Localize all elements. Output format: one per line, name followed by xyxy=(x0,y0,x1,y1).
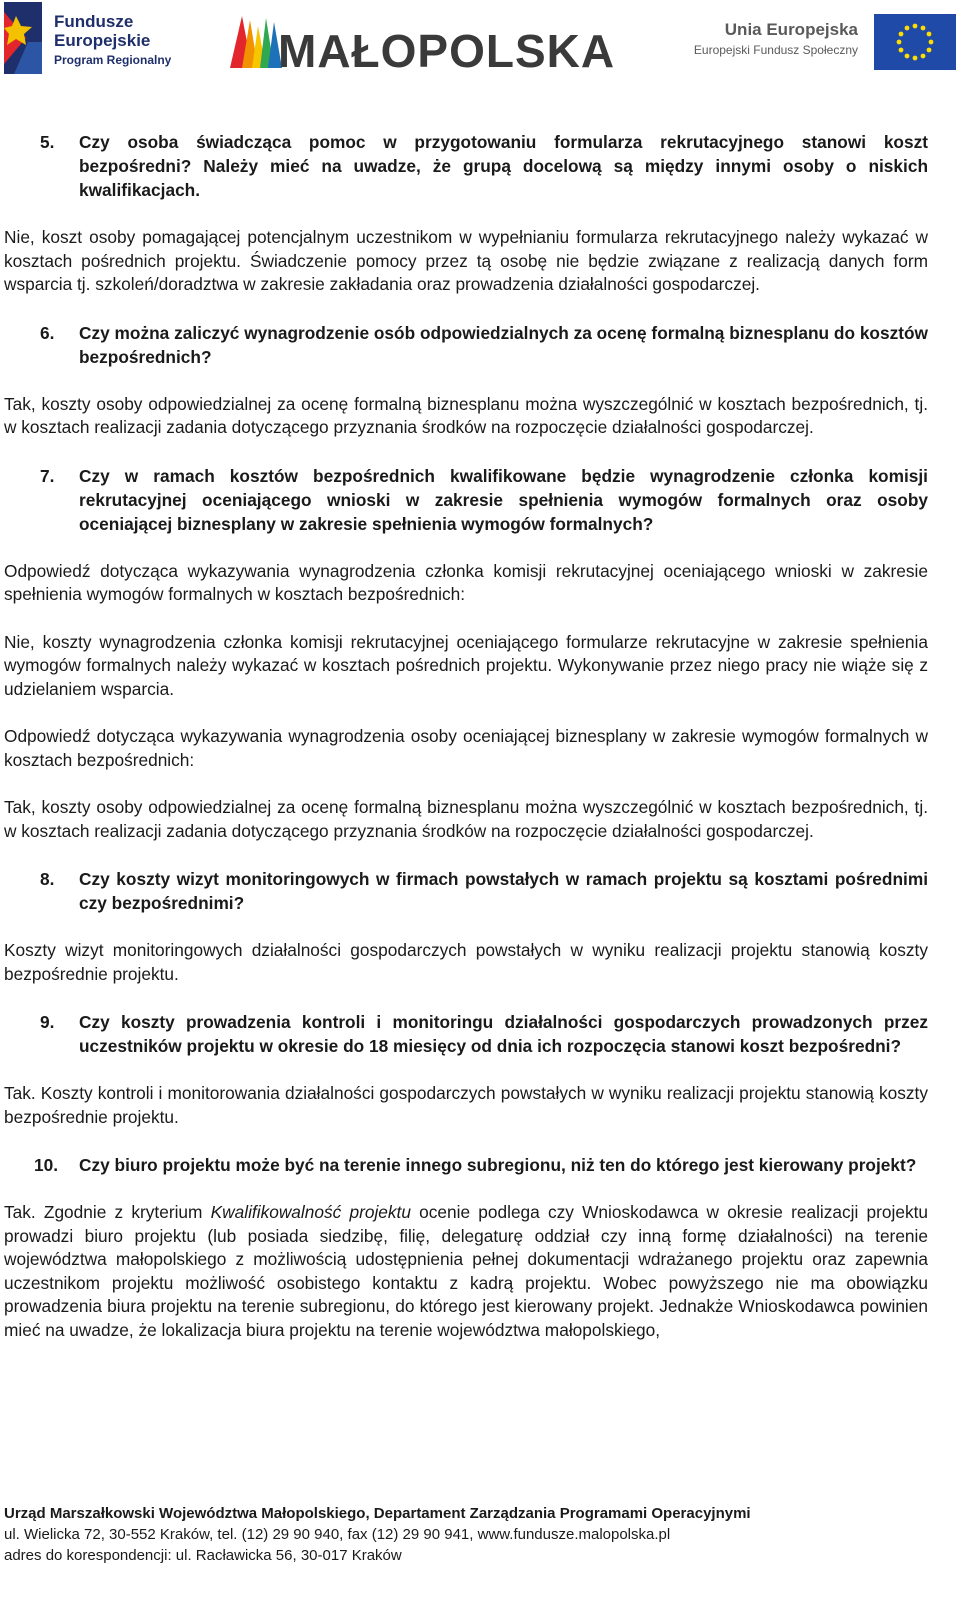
question-number: 9. xyxy=(40,1012,55,1032)
eu-flag-icon xyxy=(874,14,956,70)
question-number: 5. xyxy=(40,132,55,152)
answer-8: Koszty wizyt monitoringowych działalności gospodarczych powstałych w wyniku realizacji projektu stanowią koszty bezpośrednie projektu. xyxy=(4,940,928,984)
answer-7-b: Tak, koszty osoby odpowiedzialnej za ocenę formalną biznesplanu można wyszczególnić w kosztach bezpośrednich, tj. w kosztach realizacji zadania dotyczącego przyznania środków na rozpoczęcie działalności gospodarczej. xyxy=(4,797,928,841)
answer-6: Tak, koszty osoby odpowiedzialnej za ocenę formalną biznesplanu można wyszczególnić w kosztach bezpośrednich, tj. w kosztach realizacji zadania dotyczącego przyznania środków na rozpoczęcie działalności gospodarczej. xyxy=(4,393,928,437)
question-number: 6. xyxy=(40,322,55,343)
question-7 xyxy=(4,464,928,536)
answer-7-intro-b: Odpowiedź dotycząca wykazywania wynagrodzenia osoby oceniającej biznesplany w zakresie wymogów formalnych w kosztach bezpośrednich: xyxy=(4,726,928,770)
document-body xyxy=(4,130,928,1366)
ue-logo-line1: Unia Europejska xyxy=(724,20,858,39)
answer-10-start: Tak. Zgodnie z kryterium xyxy=(4,1202,211,1222)
question-text: Czy koszty prowadzenia kontroli i monitoringu działalności gospodarczych prowadzonych przez uczestników projektu w okresie do 18 miesięcy od dnia ich rozpoczęcia stanowi koszt bezpośredni? xyxy=(79,1012,928,1056)
fe-logo-line1: Fundusze xyxy=(54,12,134,31)
unia-europejska-logo xyxy=(686,14,956,74)
question-8 xyxy=(4,867,928,915)
fundusze-europejskie-logo xyxy=(4,2,174,74)
footer-address: ul. Wielicka 72, 30-552 Kraków, tel. (12) 29 90 940, fax (12) 29 90 941, www.fundusze.malopolska.pl xyxy=(4,1526,671,1543)
page-footer xyxy=(4,1503,934,1566)
question-number: 8. xyxy=(40,869,55,889)
question-number: 10. xyxy=(34,1155,59,1175)
question-text: Czy w ramach kosztów bezpośrednich kwalifikowane będzie wynagrodzenie członka komisji rekrutacyjnej oceniającego wnioski w zakresie spełnienia wymogów formalnych oraz osoby oceniającej biznesplany w zakresie spełnienia wymogów formalnych? xyxy=(79,465,928,534)
criterion-name: Kwalifikowalność projektu xyxy=(210,1202,411,1222)
footer-correspondence: adres do korespondencji: ul. Racławicka 56, 30-017 Kraków xyxy=(4,1547,402,1564)
page-header xyxy=(0,0,960,80)
answer-10-rest: ocenie podlega czy Wnioskodawca w okresie realizacji projektu prowadzi biuro projektu (lub posiada siedzibę, filię, delegaturę oddział czy inną formę działalności) na terenie województwa małopolskiego z możliwością udostępnienia pełnej dokumentacji wdrażanego projektu oraz zapewnia uczestnikom projektu możliwość osobistego kontaktu z kadrą projektu. Wobec powyższego nie ma obowiązku prowadzenia biura projektu na terenie subregionu, do którego jest kierowany projekt. Jednakże Wnioskodawca powinien mieć na uwadze, że lokalizacja biura projektu na terenie województwa małopolskiego, xyxy=(4,1202,929,1340)
question-5 xyxy=(4,130,928,202)
footer-institution: Urząd Marszałkowski Województwa Małopolskiego, Departament Zarządzania Programami Operacyjnymi xyxy=(4,1505,751,1522)
question-9 xyxy=(4,1010,928,1058)
answer-10 xyxy=(4,1201,928,1342)
question-text: Czy można zaliczyć wynagrodzenie osób odpowiedzialnych za ocenę formalną biznesplanu do kosztów bezpośrednich? xyxy=(79,322,928,367)
malopolska-logo xyxy=(228,10,628,77)
fe-flag-icon xyxy=(4,2,42,74)
answer-9: Tak. Koszty kontroli i monitorowania działalności gospodarczych powstałych w wyniku realizacji projektu stanowią koszty bezpośrednie projektu. xyxy=(4,1083,928,1127)
question-text: Czy koszty wizyt monitoringowych w firmach powstałych w ramach projektu są kosztami pośrednimi czy bezpośrednimi? xyxy=(79,869,928,913)
question-10 xyxy=(4,1153,928,1177)
question-text: Czy biuro projektu może być na terenie innego subregionu, niż ten do którego jest kierowany projekt? xyxy=(79,1155,917,1175)
ue-logo-line2: Europejski Fundusz Społeczny xyxy=(693,43,858,57)
malopolska-wordmark: MAŁOPOLSKA xyxy=(278,25,616,77)
fe-logo-line3: Program Regionalny xyxy=(54,53,172,67)
answer-7-intro-a: Odpowiedź dotycząca wykazywania wynagrodzenia członka komisji rekrutacyjnej oceniającego wnioski w zakresie spełnienia wymogów formalnych w kosztach bezpośrednich: xyxy=(4,560,928,604)
answer-5: Nie, koszt osoby pomagającej potencjalnym uczestnikom w wypełnianiu formularza rekrutacyjnego należy wykazać w kosztach pośrednich projektu. Świadczenie pomocy przez tą osobę nie będzie związane z realizacją danych form wsparcia tj. szkoleń/doradztwa w zakresie zakładania oraz prowadzenia działalności gospodarczej. xyxy=(4,227,928,294)
answer-7-a: Nie, koszty wynagrodzenia członka komisji rekrutacyjnej oceniającego formularze rekrutacyjne w zakresie spełnienia wymogów formalnych należy wykazać w kosztach pośrednich projektu. Wykonywanie przez niego pracy nie wiąże się z udzielaniem wsparcia. xyxy=(4,631,928,699)
fe-logo-line2: Europejskie xyxy=(54,31,151,50)
question-number: 7. xyxy=(40,465,55,486)
question-6 xyxy=(4,321,928,369)
question-text: Czy osoba świadcząca pomoc w przygotowaniu formularza rekrutacyjnego stanowi koszt bezpośredni? Należy mieć na uwadze, że grupą docelową są między innymi osoby o niskich kwalifikacjach. xyxy=(79,132,928,200)
